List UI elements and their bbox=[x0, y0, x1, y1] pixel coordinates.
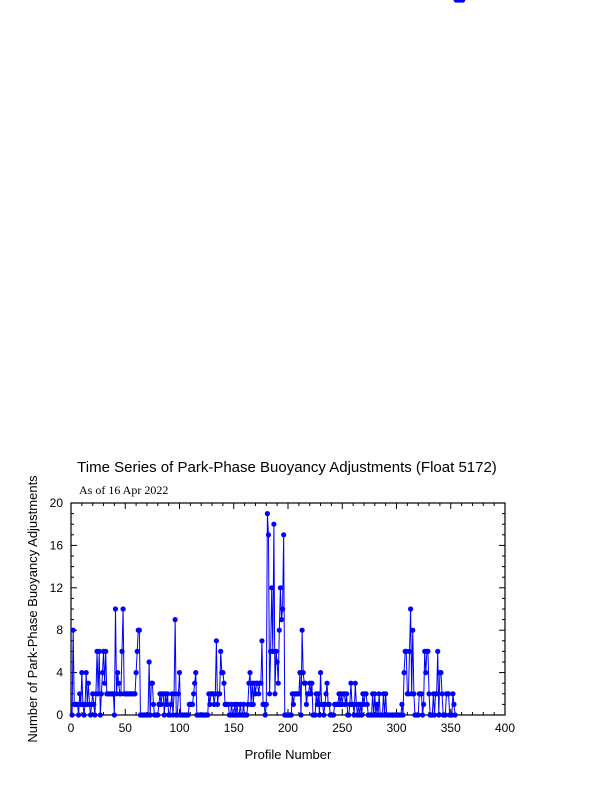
data-point bbox=[77, 691, 82, 696]
data-point bbox=[281, 532, 286, 537]
data-point bbox=[120, 606, 125, 611]
chart-title: Time Series of Park-Phase Buoyancy Adjustments (Float 5172) bbox=[77, 459, 497, 476]
data-point bbox=[247, 670, 252, 675]
data-point bbox=[135, 649, 140, 654]
data-point bbox=[318, 670, 323, 675]
data-point bbox=[425, 649, 430, 654]
data-point bbox=[400, 712, 405, 717]
data-point bbox=[264, 702, 269, 707]
data-point bbox=[435, 649, 440, 654]
x-axis-label: Profile Number bbox=[244, 747, 332, 762]
data-point bbox=[353, 681, 358, 686]
data-point bbox=[365, 702, 370, 707]
data-point bbox=[221, 681, 226, 686]
data-point bbox=[99, 691, 104, 696]
data-point bbox=[271, 522, 276, 527]
x-tick-label: 350 bbox=[440, 721, 461, 735]
data-point bbox=[193, 670, 198, 675]
data-point bbox=[408, 606, 413, 611]
data-point bbox=[69, 712, 74, 717]
data-point bbox=[177, 670, 182, 675]
data-point bbox=[259, 638, 264, 643]
data-point bbox=[192, 681, 197, 686]
data-point bbox=[401, 670, 406, 675]
data-point bbox=[359, 712, 364, 717]
data-point bbox=[438, 670, 443, 675]
data-point bbox=[186, 712, 191, 717]
data-point bbox=[301, 670, 306, 675]
data-point bbox=[91, 702, 96, 707]
y-tick-label: 12 bbox=[49, 580, 63, 595]
data-point bbox=[296, 691, 301, 696]
data-point bbox=[420, 712, 425, 717]
data-point bbox=[265, 511, 270, 516]
data-point bbox=[423, 670, 428, 675]
data-point bbox=[374, 702, 379, 707]
x-tick-label: 200 bbox=[277, 721, 299, 735]
data-point bbox=[71, 628, 76, 633]
data-point bbox=[191, 691, 196, 696]
data-point bbox=[316, 691, 321, 696]
data-point bbox=[263, 712, 268, 717]
y-tick-label: 4 bbox=[56, 665, 63, 680]
data-point bbox=[383, 691, 388, 696]
data-point bbox=[150, 681, 155, 686]
data-point bbox=[300, 628, 305, 633]
x-tick-label: 400 bbox=[494, 721, 516, 735]
y-tick-label: 0 bbox=[56, 708, 63, 722]
data-point bbox=[275, 659, 280, 664]
y-tick-label: 16 bbox=[49, 538, 63, 553]
data-point bbox=[410, 628, 415, 633]
data-point bbox=[214, 638, 219, 643]
data-point bbox=[364, 691, 369, 696]
data-point bbox=[155, 712, 160, 717]
data-point bbox=[132, 691, 137, 696]
x-tick-label: 300 bbox=[386, 721, 407, 735]
data-point bbox=[331, 712, 336, 717]
data-point bbox=[280, 606, 285, 611]
data-point bbox=[346, 712, 351, 717]
data-point bbox=[258, 681, 263, 686]
data-point bbox=[267, 691, 272, 696]
data-point bbox=[115, 670, 120, 675]
data-point bbox=[217, 691, 222, 696]
data-point bbox=[176, 691, 181, 696]
data-point bbox=[344, 691, 349, 696]
data-point bbox=[269, 585, 274, 590]
data-point bbox=[76, 712, 81, 717]
data-point bbox=[273, 649, 278, 654]
data-point bbox=[190, 702, 195, 707]
x-tick-label: 0 bbox=[67, 721, 75, 735]
data-point bbox=[266, 532, 271, 537]
data-point bbox=[323, 691, 328, 696]
data-point bbox=[98, 712, 103, 717]
data-point bbox=[291, 702, 296, 707]
data-point bbox=[134, 670, 139, 675]
data-point bbox=[321, 712, 326, 717]
data-point bbox=[158, 702, 163, 707]
data-point bbox=[102, 681, 107, 686]
data-point bbox=[81, 712, 86, 717]
data-point bbox=[278, 585, 283, 590]
data-point bbox=[276, 681, 281, 686]
y-tick-label: 20 bbox=[49, 496, 63, 510]
data-point bbox=[304, 702, 309, 707]
data-point bbox=[289, 712, 294, 717]
data-point bbox=[434, 691, 439, 696]
data-point bbox=[112, 712, 117, 717]
y-tick-label: 8 bbox=[56, 623, 63, 638]
data-point bbox=[119, 649, 124, 654]
data-point bbox=[308, 691, 313, 696]
x-tick-label: 250 bbox=[332, 721, 353, 735]
data-point bbox=[173, 617, 178, 622]
x-tick-label: 100 bbox=[169, 721, 190, 735]
data-point bbox=[452, 712, 457, 717]
data-point bbox=[84, 670, 89, 675]
data-point bbox=[450, 691, 455, 696]
data-point bbox=[86, 681, 91, 686]
data-point bbox=[411, 691, 416, 696]
data-point bbox=[324, 681, 329, 686]
data-point bbox=[277, 628, 282, 633]
data-point bbox=[218, 649, 223, 654]
data-point bbox=[327, 702, 332, 707]
x-tick-label: 50 bbox=[118, 721, 132, 735]
data-point bbox=[215, 702, 220, 707]
data-point bbox=[103, 649, 108, 654]
data-point bbox=[168, 702, 173, 707]
x-tick-label: 150 bbox=[223, 721, 244, 735]
data-point bbox=[137, 628, 142, 633]
data-point bbox=[244, 712, 249, 717]
data-point bbox=[279, 617, 284, 622]
data-point bbox=[92, 712, 97, 717]
y-axis-label: Number of Park-Phase Buoyancy Adjustments bbox=[25, 475, 40, 743]
data-point bbox=[113, 606, 118, 611]
data-point bbox=[407, 649, 412, 654]
data-point bbox=[272, 691, 277, 696]
data-point bbox=[419, 691, 424, 696]
data-point bbox=[298, 712, 303, 717]
data-point bbox=[151, 702, 156, 707]
data-point bbox=[451, 702, 456, 707]
chart-subtitle: As of 16 Apr 2022 bbox=[79, 483, 169, 497]
data-point bbox=[399, 702, 404, 707]
data-point bbox=[116, 681, 121, 686]
data-point bbox=[205, 712, 210, 717]
data-point bbox=[220, 670, 225, 675]
data-point bbox=[421, 702, 426, 707]
data-point bbox=[256, 691, 261, 696]
data-point bbox=[147, 659, 152, 664]
data-point bbox=[251, 702, 256, 707]
data-point bbox=[100, 670, 105, 675]
data-point bbox=[309, 681, 314, 686]
